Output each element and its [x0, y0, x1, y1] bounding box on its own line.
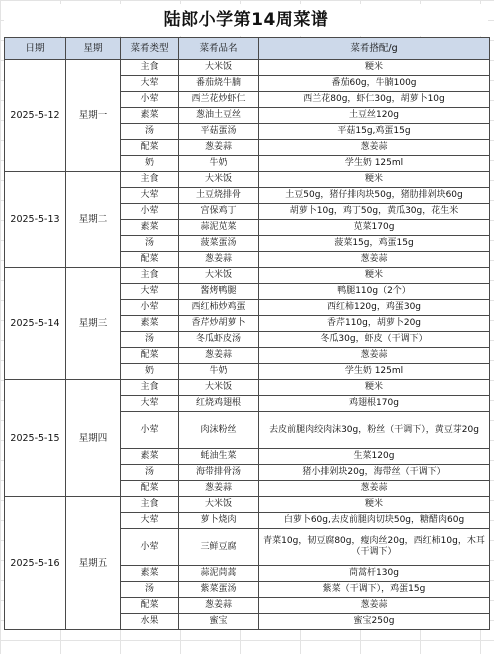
dish-name-cell: 葱姜蒜: [179, 481, 259, 497]
dish-name-cell: 葱油土豆丝: [179, 108, 259, 124]
dish-combo-cell: 生菜120g: [259, 449, 490, 465]
dish-combo-cell: 学生奶 125ml: [259, 156, 490, 172]
table-row: [5, 172, 490, 188]
dish-type-cell: 奶: [121, 364, 179, 380]
table-row: [5, 268, 490, 284]
dish-type-cell: 主食: [121, 268, 179, 284]
weekday-cell: 星期三: [66, 268, 121, 380]
dish-type-cell: 主食: [121, 172, 179, 188]
date-cell: 2025-5-13: [5, 172, 66, 268]
dish-name-cell: 葱姜蒜: [179, 598, 259, 614]
dish-combo-cell: 土豆丝120g: [259, 108, 490, 124]
dish-type-cell: 素菜: [121, 316, 179, 332]
dish-name-cell: 蒜泥苋菜: [179, 220, 259, 236]
header-date: 日期: [5, 38, 66, 60]
dish-type-cell: 素菜: [121, 220, 179, 236]
dish-type-cell: 素菜: [121, 108, 179, 124]
header-weekday: 星期: [66, 38, 121, 60]
dish-combo-cell: 冬瓜30g，虾皮（干调下）: [259, 332, 490, 348]
dish-combo-cell: 胡萝卜10g，鸡丁50g，黄瓜30g，花生米: [259, 204, 490, 220]
dish-type-cell: 汤: [121, 582, 179, 598]
dish-type-cell: 小荤: [121, 204, 179, 220]
dish-type-cell: 主食: [121, 380, 179, 396]
dish-name-cell: 土豆烧排骨: [179, 188, 259, 204]
dish-name-cell: 三鲜豆腐: [179, 529, 259, 566]
weekday-cell: 星期四: [66, 380, 121, 497]
dish-combo-cell: 葱姜蒜: [259, 140, 490, 156]
weekday-cell: 星期五: [66, 497, 121, 630]
page-title: 陆郎小学第14周菜谱: [4, 4, 488, 36]
dish-combo-cell: 葱姜蒜: [259, 348, 490, 364]
dish-combo-cell: 西红柿120g，鸡蛋30g: [259, 300, 490, 316]
dish-name-cell: 红烧鸡翅根: [179, 396, 259, 412]
dish-name-cell: 蜜宝: [179, 614, 259, 630]
dish-combo-cell: 番茄60g，牛腩100g: [259, 76, 490, 92]
dish-combo-cell: 粳米: [259, 172, 490, 188]
dish-combo-cell: 葱姜蒜: [259, 481, 490, 497]
dish-combo-cell: 菠菜15g，鸡蛋15g: [259, 236, 490, 252]
dish-combo-cell: 猪小排剁块20g，海带丝（干调下）: [259, 465, 490, 481]
dish-name-cell: 西兰花炒虾仁: [179, 92, 259, 108]
dish-name-cell: 肉沫粉丝: [179, 412, 259, 449]
dish-name-cell: 宫保鸡丁: [179, 204, 259, 220]
dish-type-cell: 汤: [121, 236, 179, 252]
dish-combo-cell: 青菜10g，韧豆腐80g，瘦肉丝20g，西红柿10g，木耳（干调下）: [259, 529, 490, 566]
dish-type-cell: 大荤: [121, 396, 179, 412]
dish-combo-cell: 紫菜（干调下），鸡蛋15g: [259, 582, 490, 598]
dish-combo-cell: 苋菜170g: [259, 220, 490, 236]
dish-name-cell: 西红柿炒鸡蛋: [179, 300, 259, 316]
dish-type-cell: 大荤: [121, 188, 179, 204]
dish-name-cell: 海带排骨汤: [179, 465, 259, 481]
dish-combo-cell: 土豆50g，猪仔排肉块50g，猪肋排剁块60g: [259, 188, 490, 204]
date-cell: 2025-5-16: [5, 497, 66, 630]
dish-name-cell: 大米饭: [179, 268, 259, 284]
dish-combo-cell: 香芹110g，胡萝卜20g: [259, 316, 490, 332]
date-cell: 2025-5-14: [5, 268, 66, 380]
dish-combo-cell: 西兰花80g，虾仁30g，胡萝卜10g: [259, 92, 490, 108]
dish-combo-cell: 平菇15g,鸡蛋15g: [259, 124, 490, 140]
dish-combo-cell: 葱姜蒜: [259, 252, 490, 268]
dish-type-cell: 大荤: [121, 284, 179, 300]
dish-type-cell: 素菜: [121, 566, 179, 582]
dish-name-cell: 番茄烧牛腩: [179, 76, 259, 92]
table-row: [5, 60, 490, 76]
dish-name-cell: 蚝油生菜: [179, 449, 259, 465]
dish-combo-cell: 鸭腿110g（2个）: [259, 284, 490, 300]
dish-combo-cell: 粳米: [259, 497, 490, 513]
dish-type-cell: 小荤: [121, 300, 179, 316]
dish-name-cell: 牛奶: [179, 364, 259, 380]
dish-name-cell: 蒜泥茼蒿: [179, 566, 259, 582]
dish-name-cell: 萝卜烧肉: [179, 513, 259, 529]
dish-combo-cell: 白萝卜60g,去皮前腿肉切块50g，糖醋肉60g: [259, 513, 490, 529]
dish-name-cell: 葱姜蒜: [179, 140, 259, 156]
dish-type-cell: 小荤: [121, 92, 179, 108]
dish-combo-cell: 粳米: [259, 268, 490, 284]
dish-name-cell: 大米饭: [179, 60, 259, 76]
dish-combo-cell: 学生奶 125ml: [259, 364, 490, 380]
dish-type-cell: 配菜: [121, 348, 179, 364]
dish-type-cell: 小荤: [121, 529, 179, 566]
dish-type-cell: 主食: [121, 60, 179, 76]
dish-name-cell: 冬瓜虾皮汤: [179, 332, 259, 348]
dish-type-cell: 配菜: [121, 252, 179, 268]
date-cell: 2025-5-12: [5, 60, 66, 172]
dish-type-cell: 配菜: [121, 598, 179, 614]
dish-combo-cell: 粳米: [259, 380, 490, 396]
header-row: [5, 38, 490, 60]
weekday-cell: 星期二: [66, 172, 121, 268]
dish-type-cell: 配菜: [121, 140, 179, 156]
dish-name-cell: 大米饭: [179, 172, 259, 188]
dish-name-cell: 大米饭: [179, 380, 259, 396]
dish-type-cell: 主食: [121, 497, 179, 513]
dish-combo-cell: 去皮前腿肉绞肉沫30g，粉丝（干调下），黄豆芽20g: [259, 412, 490, 449]
dish-combo-cell: 茼蒿杆130g: [259, 566, 490, 582]
header-dish-type: 菜肴类型: [121, 38, 179, 60]
dish-combo-cell: 蜜宝250g: [259, 614, 490, 630]
dish-type-cell: 汤: [121, 465, 179, 481]
dish-name-cell: 菠菜蛋汤: [179, 236, 259, 252]
dish-name-cell: 牛奶: [179, 156, 259, 172]
dish-type-cell: 配菜: [121, 481, 179, 497]
dish-combo-cell: 鸡翅根170g: [259, 396, 490, 412]
dish-type-cell: 素菜: [121, 449, 179, 465]
header-dish-combo: 菜肴搭配/g: [259, 38, 490, 60]
dish-type-cell: 大荤: [121, 513, 179, 529]
table-row: [5, 380, 490, 396]
dish-type-cell: 大荤: [121, 76, 179, 92]
weekday-cell: 星期一: [66, 60, 121, 172]
dish-type-cell: 小荤: [121, 412, 179, 449]
dish-combo-cell: 葱姜蒜: [259, 598, 490, 614]
dish-name-cell: 香芹炒胡萝卜: [179, 316, 259, 332]
dish-type-cell: 汤: [121, 124, 179, 140]
date-cell: 2025-5-15: [5, 380, 66, 497]
table-row: [5, 497, 490, 513]
dish-type-cell: 汤: [121, 332, 179, 348]
dish-name-cell: 大米饭: [179, 497, 259, 513]
dish-combo-cell: 粳米: [259, 60, 490, 76]
dish-type-cell: 水果: [121, 614, 179, 630]
dish-type-cell: 奶: [121, 156, 179, 172]
dish-name-cell: 酱烤鸭腿: [179, 284, 259, 300]
menu-table: [4, 37, 490, 630]
dish-name-cell: 平菇蛋汤: [179, 124, 259, 140]
dish-name-cell: 葱姜蒜: [179, 348, 259, 364]
dish-name-cell: 葱姜蒜: [179, 252, 259, 268]
dish-name-cell: 紫菜蛋汤: [179, 582, 259, 598]
header-dish-name: 菜肴品名: [179, 38, 259, 60]
